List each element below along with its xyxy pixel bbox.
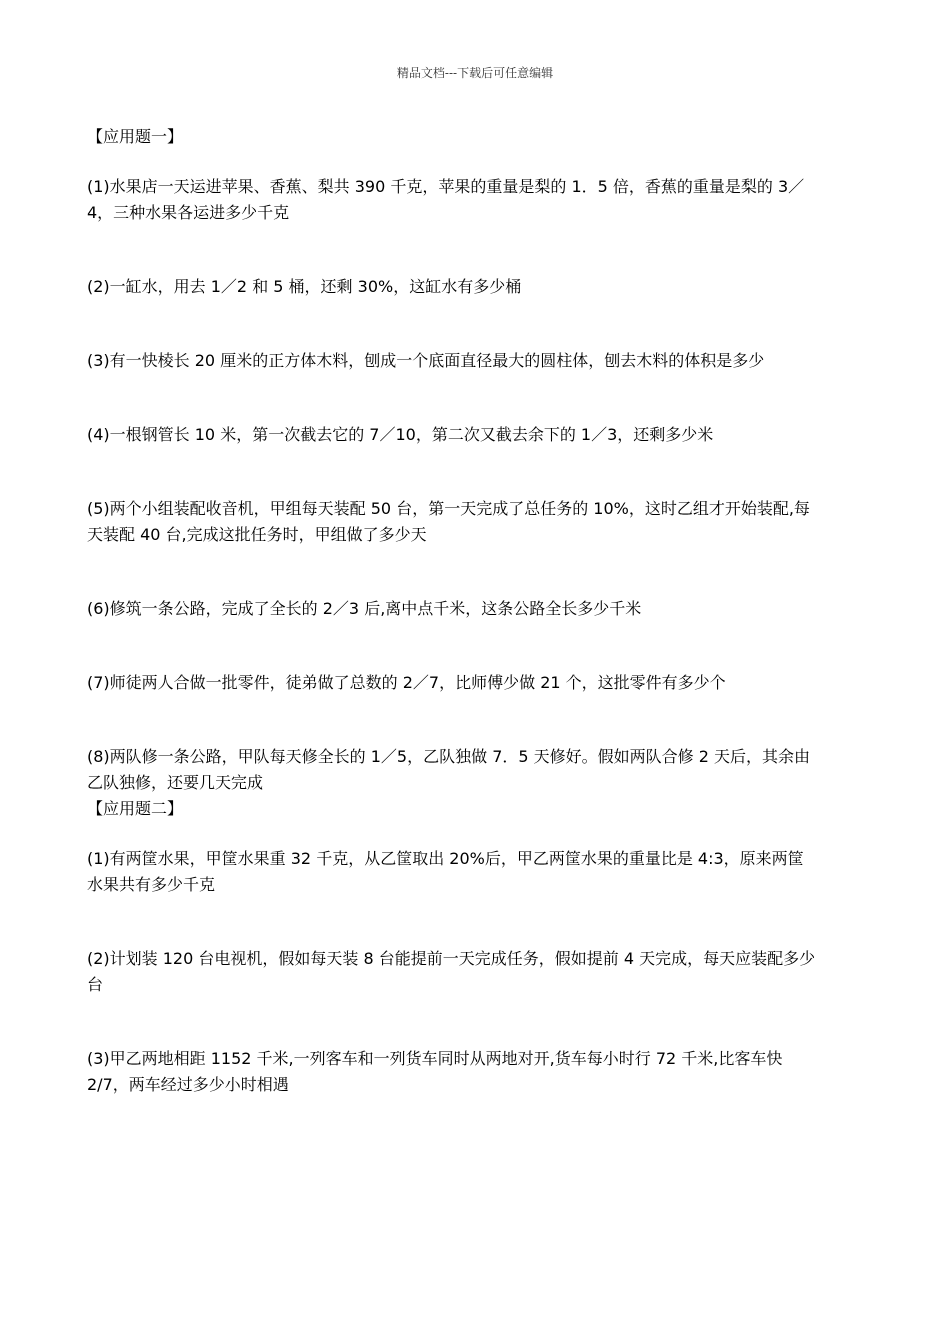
problem-2-3: (3)甲乙两地相距 1152 千米,一列客车和一列货车同时从两地对开,货车每小时行 72 千米,比客车快 2/7，两车经过多少小时相遇 <box>87 1049 783 1094</box>
problem-1-2: (2)一缸水，用去 1／2 和 5 桶，还剩 30%，这缸水有多少桶 <box>87 277 522 296</box>
problem-2-2: (2)计划装 120 台电视机，假如每天装 8 台能提前一天完成任务，假如提前 4 天完成，每天应装配多少台 <box>87 949 816 994</box>
section-2 <box>87 796 817 1098</box>
section-1 <box>87 124 817 796</box>
section-title: 【应用题一】 <box>87 127 184 146</box>
problem-1-1: (1)水果店一天运进苹果、香蕉、梨共 390 千克，苹果的重量是梨的 1．5 倍，香蕉的重量是梨的 3／4，三种水果各运进多少千克 <box>87 177 805 222</box>
problem-1-3: (3)有一快棱长 20 厘米的正方体木料，刨成一个底面直径最大的圆柱体，刨去木料的体积是多少 <box>87 351 765 370</box>
problem-2-1: (1)有两筐水果，甲筐水果重 32 千克，从乙筐取出 20%后，甲乙两筐水果的重量比是 4:3，原来两筐水果共有多少千克 <box>87 849 804 894</box>
section-title: 【应用题二】 <box>87 799 184 818</box>
page-header: 精品文档---下载后可任意编辑 <box>396 66 554 80</box>
problem-1-5: (5)两个小组装配收音机，甲组每天装配 50 台，第一天完成了总任务的 10%，这时乙组才开始装配,每天装配 40 台,完成这批任务时，甲组做了多少天 <box>87 499 810 544</box>
problem-1-7: (7)师徒两人合做一批零件，徒弟做了总数的 2／7，比师傅少做 21 个，这批零件有多少个 <box>87 673 726 692</box>
problem-1-6: (6)修筑一条公路，完成了全长的 2／3 后,离中点千米，这条公路全长多少千米 <box>87 599 642 618</box>
problem-1-8: (8)两队修一条公路，甲队每天修全长的 1／5，乙队独做 7．5 天修好。假如两队合修 2 天后，其余由乙队独修，还要几天完成 <box>87 747 810 792</box>
document-body <box>87 124 817 1098</box>
problem-1-4: (4)一根钢管长 10 米，第一次截去它的 7／10，第二次又截去余下的 1／3，还剩多少米 <box>87 425 714 444</box>
